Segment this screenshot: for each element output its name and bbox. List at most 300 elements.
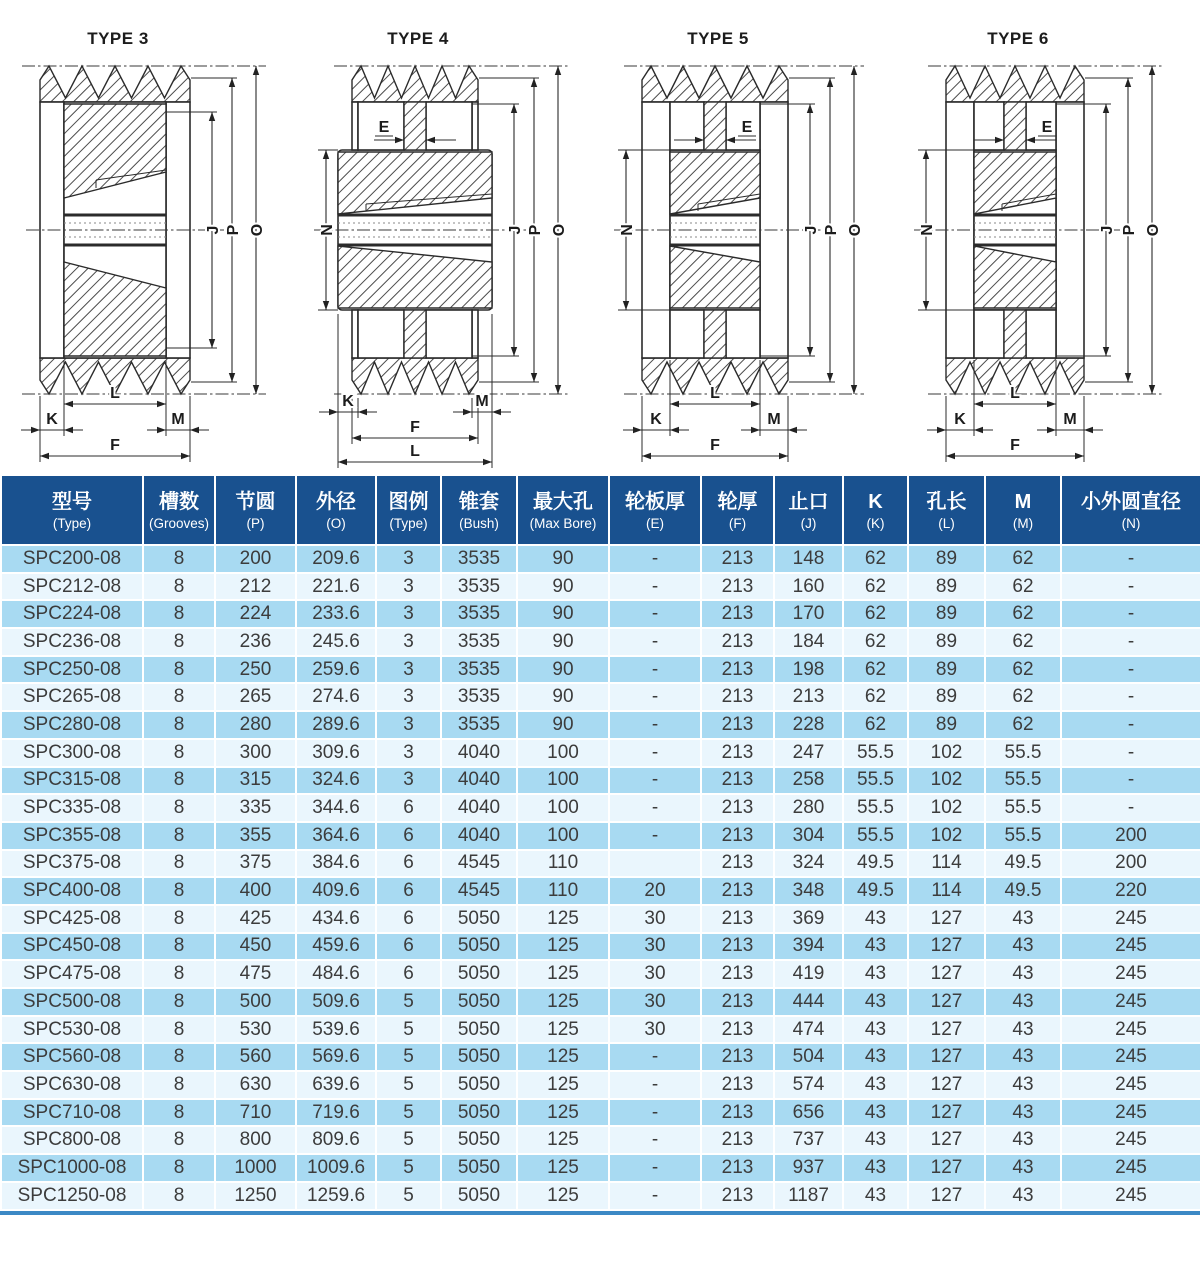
cell: 8 [143,905,215,933]
dim-label: J [507,225,524,235]
cell: 375 [215,850,296,878]
cell: 245 [1061,988,1200,1016]
cell: 90 [517,600,609,628]
cell: 444 [774,988,843,1016]
cell: 224 [215,600,296,628]
cell: 639.6 [296,1071,376,1099]
cell: 90 [517,573,609,601]
cell: 5050 [441,960,517,988]
cell: 43 [843,1154,908,1182]
cell: SPC425-08 [1,905,143,933]
cell: 90 [517,711,609,739]
cell: - [1061,794,1200,822]
cell: 221.6 [296,573,376,601]
dim-label: M [1063,411,1077,428]
cell: 127 [908,1126,985,1154]
cell: SPC475-08 [1,960,143,988]
cell: 213 [701,573,774,601]
cell: SPC710-08 [1,1099,143,1127]
col-header-en: (Bush) [459,515,499,531]
col-header-en: (O) [326,515,346,531]
cell: 102 [908,794,985,822]
cell: 125 [517,905,609,933]
cell: 8 [143,656,215,684]
dim-label: P [527,224,544,236]
cell: 125 [517,960,609,988]
cell: 3535 [441,600,517,628]
cell: 30 [609,988,701,1016]
cell: 100 [517,822,609,850]
cell: 937 [774,1154,843,1182]
cell: 245.6 [296,628,376,656]
cell: 62 [985,711,1061,739]
table-row [1,656,1200,684]
cell: 209.6 [296,545,376,573]
spec-table-wrap [0,474,1200,1211]
cell: 198 [774,656,843,684]
cell: 1187 [774,1182,843,1210]
cell: 574 [774,1071,843,1099]
dim-label: M [767,411,781,428]
diagram-title: TYPE 3 [87,29,149,48]
cell: SPC450-08 [1,933,143,961]
col-header-en: (E) [646,515,664,531]
dim-label: P [823,224,840,236]
cell: 49.5 [843,877,908,905]
cell: 719.6 [296,1099,376,1127]
cell: 125 [517,1071,609,1099]
col-header-zh: 型号 [52,490,92,513]
col-header-1 [143,475,215,545]
cell: 8 [143,600,215,628]
cell: 274.6 [296,683,376,711]
cell: 3 [376,573,441,601]
cell: 8 [143,1016,215,1044]
cell: 43 [985,933,1061,961]
cell: 127 [908,905,985,933]
cell: 62 [985,600,1061,628]
cell: 127 [908,1099,985,1127]
col-header-3 [296,475,376,545]
cell: 55.5 [843,739,908,767]
cell: SPC335-08 [1,794,143,822]
cell: 100 [517,739,609,767]
cell: 369 [774,905,843,933]
cell: 125 [517,1154,609,1182]
cell: 43 [985,988,1061,1016]
cell: 213 [701,960,774,988]
cell: 30 [609,960,701,988]
cell: 5050 [441,933,517,961]
col-header-zh: 锥套 [459,490,499,513]
cell: 20 [609,877,701,905]
cell: 62 [985,656,1061,684]
table-row [1,628,1200,656]
cell: 127 [908,1071,985,1099]
cell: SPC800-08 [1,1126,143,1154]
cell: - [1061,739,1200,767]
cell: 8 [143,1043,215,1071]
cell: 304 [774,822,843,850]
col-header-zh: 孔长 [926,490,967,513]
cell: 245 [1061,960,1200,988]
cell: 4040 [441,822,517,850]
cell: 110 [517,877,609,905]
cell: 213 [701,739,774,767]
cell: SPC212-08 [1,573,143,601]
cell: 30 [609,1016,701,1044]
cell: 245 [1061,905,1200,933]
cell: 127 [908,1182,985,1210]
dim-label: K [650,411,662,428]
cell: 335 [215,794,296,822]
cell: 3 [376,600,441,628]
cell: 3 [376,711,441,739]
table-row [1,933,1200,961]
cell: - [609,683,701,711]
dim-label: F [110,437,120,454]
cell: 4040 [441,794,517,822]
dim-label: N [619,224,636,236]
cell: - [609,739,701,767]
cell: 125 [517,933,609,961]
cell: 289.6 [296,711,376,739]
dim-label: J [803,225,820,235]
cell: 8 [143,1182,215,1210]
cell: 89 [908,683,985,711]
col-header-11 [908,475,985,545]
cell: - [609,711,701,739]
pulley-diagram [600,0,900,474]
dim-label: L [110,385,120,402]
cell: 90 [517,545,609,573]
cell: SPC400-08 [1,877,143,905]
cell: 8 [143,850,215,878]
cell: 324 [774,850,843,878]
cell: 127 [908,1154,985,1182]
cell: 43 [843,933,908,961]
cell: 800 [215,1126,296,1154]
dim-label: E [378,119,390,136]
cell: 6 [376,794,441,822]
dim-label: N [919,224,936,236]
cell: 8 [143,1071,215,1099]
cell: 62 [843,545,908,573]
col-header-en: (L) [938,515,955,531]
cell: 62 [985,573,1061,601]
cell: SPC1000-08 [1,1154,143,1182]
cell: 5050 [441,1016,517,1044]
cell: 300 [215,739,296,767]
cell: 43 [843,1182,908,1210]
dim-label: O [249,223,266,237]
cell: 62 [985,545,1061,573]
cell: 89 [908,656,985,684]
cell: 62 [843,711,908,739]
dim-label: E [741,119,753,136]
cell: 89 [908,628,985,656]
cell: 6 [376,933,441,961]
cell: 245 [1061,1016,1200,1044]
cell: - [609,1182,701,1210]
cell: 213 [701,988,774,1016]
cell: 43 [985,1016,1061,1044]
table-row [1,545,1200,573]
cell: 5 [376,1126,441,1154]
cell: 236 [215,628,296,656]
cell: 43 [843,1126,908,1154]
cell: 344.6 [296,794,376,822]
cell: 213 [701,545,774,573]
cell: 89 [908,573,985,601]
cell: 474 [774,1016,843,1044]
cell: 127 [908,933,985,961]
cell: 89 [908,711,985,739]
cell: 8 [143,711,215,739]
cell: 100 [517,794,609,822]
cell: 110 [517,850,609,878]
cell: 8 [143,933,215,961]
cell: 737 [774,1126,843,1154]
cell: 102 [908,739,985,767]
cell: SPC300-08 [1,739,143,767]
cell: 43 [843,1043,908,1071]
cell: 504 [774,1043,843,1071]
cell: 43 [843,905,908,933]
cell: 62 [843,683,908,711]
col-header-2 [215,475,296,545]
cell: 425 [215,905,296,933]
dim-label: F [1010,437,1020,454]
cell: 258 [774,767,843,795]
cell: 4040 [441,739,517,767]
cell: 43 [843,960,908,988]
col-header-zh: 图例 [388,490,429,513]
cell: 8 [143,822,215,850]
cell: 127 [908,988,985,1016]
cell: 212 [215,573,296,601]
col-header-zh: 轮厚 [717,490,758,513]
cell: 213 [774,683,843,711]
cell: 4040 [441,767,517,795]
diagram-title: TYPE 6 [987,29,1049,48]
cell: 228 [774,711,843,739]
table-row [1,1099,1200,1127]
cell: 459.6 [296,933,376,961]
dim-label: O [1145,223,1162,237]
col-header-4 [376,475,441,545]
dim-label: J [205,225,222,235]
cell: 530 [215,1016,296,1044]
cell: - [1061,711,1200,739]
col-header-zh: M [1014,490,1032,513]
cell: 656 [774,1099,843,1127]
cell: 5 [376,1071,441,1099]
cell: 245 [1061,1182,1200,1210]
cell: 259.6 [296,656,376,684]
col-header-en: (Grooves) [148,515,209,531]
cell: 49.5 [985,877,1061,905]
col-header-en: (Type) [52,515,92,531]
table-row [1,739,1200,767]
cell: 213 [701,850,774,878]
cell: 8 [143,683,215,711]
table-row [1,683,1200,711]
cell: - [609,656,701,684]
cell: SPC280-08 [1,711,143,739]
cell: SPC530-08 [1,1016,143,1044]
cell: 280 [774,794,843,822]
cell: 3 [376,739,441,767]
cell: 213 [701,656,774,684]
cell: 100 [517,767,609,795]
cell: 434.6 [296,905,376,933]
table-row [1,711,1200,739]
cell: 3535 [441,545,517,573]
cell: 8 [143,877,215,905]
dim-label: L [1010,385,1020,402]
spec-table [0,474,1200,1211]
dim-label: F [710,437,720,454]
dim-label: F [410,419,420,436]
cell: 213 [701,1071,774,1099]
cell: 1259.6 [296,1182,376,1210]
col-header-zh: 轮板厚 [625,490,685,513]
cell: 43 [985,1099,1061,1127]
col-header-en: (M) [1012,515,1034,531]
cell: 5 [376,1016,441,1044]
cell: 125 [517,1126,609,1154]
bottom-border [0,1211,1200,1215]
cell: 484.6 [296,960,376,988]
dim-label: K [46,411,58,428]
cell: 213 [701,711,774,739]
cell: 90 [517,656,609,684]
cell: 5 [376,1043,441,1071]
cell: 250 [215,656,296,684]
cell: SPC500-08 [1,988,143,1016]
cell: 213 [701,628,774,656]
cell: - [609,794,701,822]
col-header-5 [441,475,517,545]
col-header-12 [985,475,1061,545]
table-row [1,573,1200,601]
cell: 49.5 [843,850,908,878]
cell: 125 [517,1182,609,1210]
cell: 213 [701,1126,774,1154]
table-row [1,600,1200,628]
pulley-figure-6 [900,0,1200,474]
cell: 265 [215,683,296,711]
cell: 55.5 [843,822,908,850]
cell: 102 [908,767,985,795]
col-header-6 [517,475,609,545]
table-row [1,960,1200,988]
cell: 213 [701,905,774,933]
cell: - [1061,683,1200,711]
col-header-zh: 小外圆直径 [1081,490,1181,513]
col-header-en: (N) [1121,515,1141,531]
dim-label: N [319,224,336,236]
cell: 55.5 [843,767,908,795]
table-row [1,905,1200,933]
table-row [1,767,1200,795]
cell: SPC265-08 [1,683,143,711]
cell: 3535 [441,573,517,601]
cell: 8 [143,545,215,573]
cell: 630 [215,1071,296,1099]
cell: 8 [143,573,215,601]
dim-label: L [710,385,720,402]
col-header-zh: 外径 [316,490,356,513]
cell: 43 [843,1071,908,1099]
cell: 1250 [215,1182,296,1210]
diagram-title: TYPE 5 [687,29,749,48]
cell: 114 [908,850,985,878]
cell: SPC560-08 [1,1043,143,1071]
cell: SPC224-08 [1,600,143,628]
cell: 3535 [441,711,517,739]
cell: 4545 [441,850,517,878]
col-header-en: (J) [800,515,817,531]
cell: 55.5 [843,794,908,822]
cell: 348 [774,877,843,905]
cell: 213 [701,1043,774,1071]
cell: 55.5 [985,739,1061,767]
cell: 62 [985,628,1061,656]
cell: 5 [376,1182,441,1210]
table-row [1,877,1200,905]
cell: 245 [1061,1043,1200,1071]
cell: 213 [701,1182,774,1210]
cell: 245 [1061,1154,1200,1182]
cell: 569.6 [296,1043,376,1071]
cell: 539.6 [296,1016,376,1044]
dim-label: O [847,223,864,237]
cell: 102 [908,822,985,850]
cell: - [1061,573,1200,601]
cell: - [1061,545,1200,573]
col-header-13 [1061,475,1200,545]
cell: 3 [376,767,441,795]
cell: 125 [517,1043,609,1071]
cell: 400 [215,877,296,905]
dim-label: M [475,393,489,410]
cell: 6 [376,905,441,933]
cell: 43 [985,1071,1061,1099]
cell: - [609,1154,701,1182]
cell: 5050 [441,1071,517,1099]
cell: 419 [774,960,843,988]
cell: 5050 [441,905,517,933]
cell: 213 [701,933,774,961]
cell: 213 [701,1154,774,1182]
table-row [1,1016,1200,1044]
cell: 384.6 [296,850,376,878]
cell: 5050 [441,1154,517,1182]
cell: - [609,1099,701,1127]
cell: 233.6 [296,600,376,628]
cell: - [609,767,701,795]
col-header-en: (Type) [389,515,428,531]
cell: 43 [985,905,1061,933]
cell: 8 [143,767,215,795]
cell: 213 [701,767,774,795]
cell: 160 [774,573,843,601]
cell: 8 [143,988,215,1016]
cell: 43 [843,1016,908,1044]
cell: SPC200-08 [1,545,143,573]
